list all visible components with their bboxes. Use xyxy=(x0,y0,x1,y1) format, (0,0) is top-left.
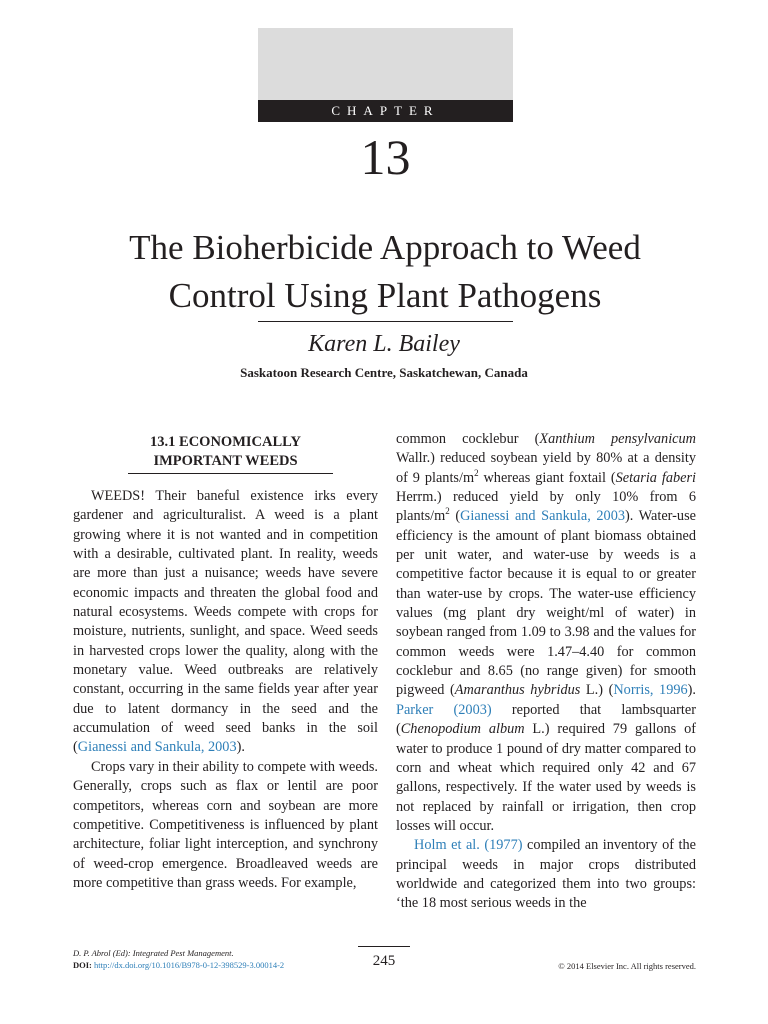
citation-link[interactable]: Gianessi and Sankula, 2003 xyxy=(460,508,625,525)
body-text: Wallr.) reduced soybean yield by 80% at a density of 9 plants/m xyxy=(396,450,696,486)
citation-link[interactable]: Parker (2003) xyxy=(396,701,492,718)
copyright-notice: © 2014 Elsevier Inc. All rights reserved. xyxy=(558,961,696,971)
page-number: 245 xyxy=(372,953,396,969)
section-heading-line-2: IMPORTANT WEEDS xyxy=(153,453,298,469)
title-divider xyxy=(258,321,513,322)
citation-link[interactable]: Norris, 1996 xyxy=(613,682,688,699)
chapter-header-box xyxy=(258,28,513,100)
body-text: ). Water-use efficiency is the amount of plant biomass obtained per unit water, and water-use by weeds is a competitive factor because it is equal to or greater than water-use by crops. The water-use efficiency values (mg plant dry weight/ml of water) in soybean ranged from 1.09 to 3.98 and the values for common weeds were 1.47–4.40 for common cocklebur and 8.65 (no range given) for smooth pigweed ( xyxy=(396,508,696,699)
right-column xyxy=(396,430,696,914)
title-line-1: The Bioherbicide Approach to Weed xyxy=(129,228,641,267)
body-text: ). xyxy=(687,682,696,699)
chapter-number: 13 xyxy=(360,129,411,185)
body-text: L.) ( xyxy=(580,682,614,699)
chapter-title xyxy=(60,224,710,320)
body-text: reported that lambsquarter ( xyxy=(396,701,696,738)
citation-link[interactable]: Holm et al. (1977) xyxy=(414,837,523,854)
section-heading xyxy=(73,433,378,471)
body-text: compiled an inventory of the principal weeds in major crops distributed worldwide and categorized them into two groups: ‘the 18 most serious weeds in the xyxy=(396,837,696,912)
author-name: Karen L. Bailey xyxy=(308,331,460,357)
section-heading-line-1: 13.1 ECONOMICALLY xyxy=(150,434,301,450)
paragraph xyxy=(396,430,696,836)
title-line-2: Control Using Plant Pathogens xyxy=(168,276,602,315)
species-name: Chenopodium album xyxy=(400,721,525,738)
body-text: WEEDS! Their baneful existence irks every gardener and agriculturalist. A weed is a plant growing where it is not wanted and in competition with a desirable, cultivated plant. In reality, weeds are more than just a nuisance; weeds have severe economic impacts and threaten the global food and natural ecosystems. Weeds compete with crops for moisture, nutrients, sunlight, and space. Weed seeds in harvested crops lower the quality, along with the monetary value. Weed outbreaks are relatively constant, occurring in the same fields year after year due to latent dormancy in the seed and the accumulation of weed seed banks in the soil ( xyxy=(73,488,378,756)
body-text: common cocklebur ( xyxy=(396,431,540,447)
doi-link[interactable]: http://dx.doi.org/10.1016/B978-0-12-398529-3.00014-2 xyxy=(94,960,285,970)
body-text: ). xyxy=(236,739,245,756)
superscript: 2 xyxy=(474,467,479,478)
paragraph xyxy=(73,487,378,758)
body-text: whereas giant foxtail ( xyxy=(478,469,616,486)
author-affiliation: Saskatoon Research Centre, Saskatchewan, Canada xyxy=(240,365,528,380)
body-text: Herrm.) reduced yield by only 10% from 6 plants/m xyxy=(396,489,696,525)
chapter-label: CHAPTER xyxy=(258,100,513,122)
paragraph xyxy=(396,836,696,913)
section-underline xyxy=(128,473,333,474)
doi-label: DOI: xyxy=(73,960,92,970)
left-column xyxy=(73,487,378,893)
body-text: L.) required 79 gallons of water to produce 1 pound of dry matter compared to corn and wheat which required only 42 and 67 gallons, respectively. If the water used by weeds is not replaced by rainfall or irrigation, then crop losses will occur. xyxy=(396,721,696,834)
page-number-rule xyxy=(358,946,410,947)
citation-link[interactable]: Gianessi and Sankula, 2003 xyxy=(77,739,237,756)
book-reference: D. P. Abrol (Ed): Integrated Pest Management. xyxy=(73,948,234,958)
paragraph: Crops vary in their ability to compete with weeds. Generally, crops such as flax or lentil are poor competitors, whereas corn and soybean are more competitive. Competitiveness is influenced by plant architecture, foliar light interception, and synchrony of weed-crop emergence. Broadleaved weeds are more competitive than grass weeds. For example, xyxy=(73,758,378,891)
species-name: Setaria faberi xyxy=(615,469,696,486)
species-name: Amaranthus hybridus xyxy=(454,682,581,699)
superscript: 2 xyxy=(445,506,450,517)
species-name: Xanthium pensylvanicum xyxy=(539,431,696,447)
body-text: ( xyxy=(449,508,461,525)
footer-reference xyxy=(73,947,284,971)
